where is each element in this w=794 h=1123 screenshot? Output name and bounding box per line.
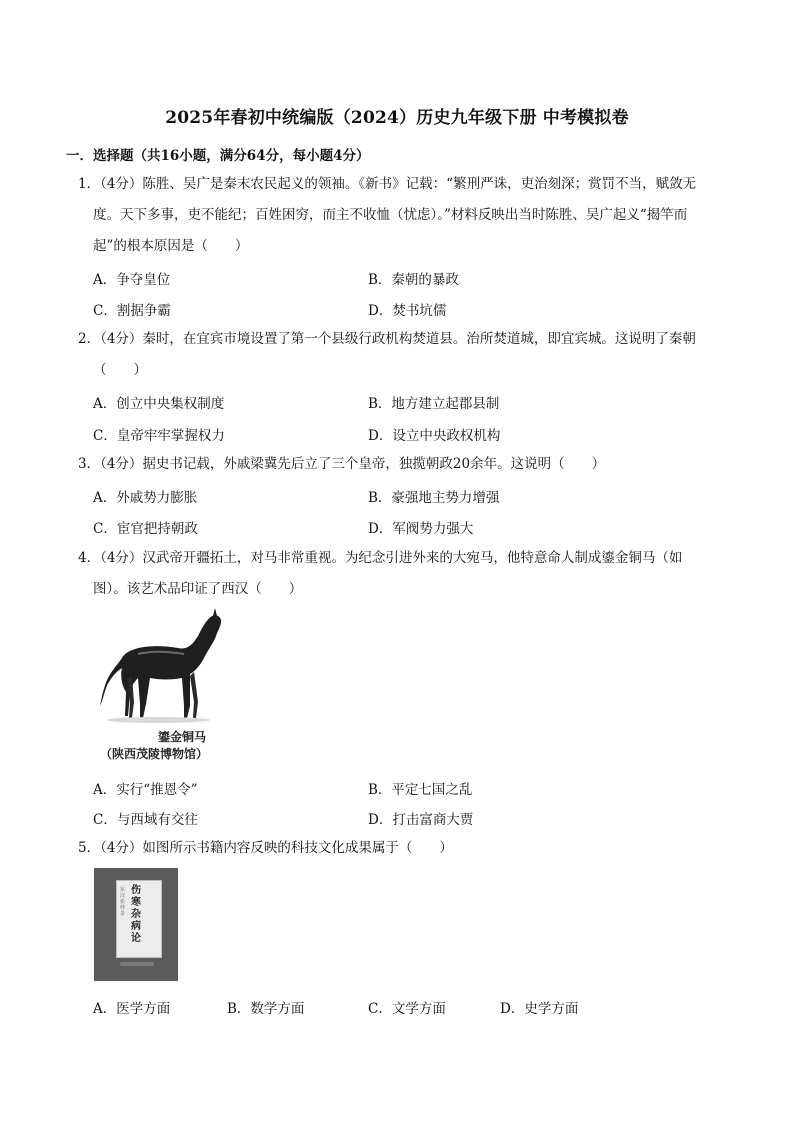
option-1c[interactable]: C．割据争霸 xyxy=(93,303,171,319)
book-title: 伤寒杂病论 xyxy=(131,885,141,944)
question-4 xyxy=(78,543,723,605)
question-4-line-2: 图）。该艺术品印证了西汉（ ） xyxy=(93,581,303,597)
question-3 xyxy=(78,449,723,480)
question-5-line-1: 5．（4分）如图所示书籍内容反映的科技文化成果属于（ ） xyxy=(78,840,453,856)
option-3d[interactable]: D．军阀势力强大 xyxy=(368,521,474,537)
question-1-line-1: 1．（4分）陈胜、吴广是秦末农民起义的领袖。《新书》记载：“繁刑严诛，吏治刻深；赏罚不当，赋敛无 xyxy=(78,176,697,192)
book-shadow xyxy=(120,962,154,966)
question-2 xyxy=(78,324,723,386)
option-5c[interactable]: C．文学方面 xyxy=(368,1001,446,1017)
question-2-line-1: 2．（4分）秦时，在宜宾市境设置了第一个县级行政机构焚道县。治所焚道城，即宜宾城。这说明了秦朝 xyxy=(78,331,696,347)
option-2c[interactable]: C．皇帝牢牢掌握权力 xyxy=(93,428,225,444)
question-2-line-2: （ ） xyxy=(93,362,147,378)
option-2a[interactable]: A．创立中央集权制度 xyxy=(93,396,225,412)
option-1a[interactable]: A．争夺皇位 xyxy=(93,272,171,288)
option-3a[interactable]: A．外戚势力膨胀 xyxy=(93,490,198,506)
bronze-horse-image xyxy=(94,606,226,726)
option-3c[interactable]: C．宦官把持朝政 xyxy=(93,521,198,537)
option-3b[interactable]: B．豪强地主势力增强 xyxy=(368,490,500,506)
horse-caption-source: （陕西茂陵博物馆） xyxy=(100,747,209,761)
book-figure xyxy=(94,868,178,981)
section-heading: 一．选择题（共16小题，满分64分，每小题4分） xyxy=(66,148,370,164)
option-4b[interactable]: B．平定七国之乱 xyxy=(368,782,473,798)
option-2d[interactable]: D．设立中央政权机构 xyxy=(368,428,501,444)
question-1-line-2: 度。天下多事，吏不能纪；百姓困穷，而主不收恤（忧虑）。”材料反映出当时陈胜、吴广起义“揭竿而 xyxy=(93,207,688,223)
question-4-line-1: 4．（4分）汉武帝开疆拓土，对马非常重视。为纪念引进外来的大宛马，他特意命人制成鎏金铜马（如 xyxy=(78,550,683,566)
question-5 xyxy=(78,833,723,864)
page-title: 2025年春初中统编版（2024）历史九年级下册 中考模拟卷 xyxy=(165,108,629,128)
question-1-line-3: 起”的根本原因是（ ） xyxy=(93,238,249,254)
book-author: 东汉张仲景 xyxy=(120,887,126,917)
option-5d[interactable]: D．史学方面 xyxy=(500,1001,579,1017)
option-4d[interactable]: D．打击富商大贾 xyxy=(368,812,474,828)
option-2b[interactable]: B．地方建立起郡县制 xyxy=(368,396,500,412)
option-1b[interactable]: B．秦朝的暴政 xyxy=(368,272,459,288)
book-cover xyxy=(116,880,162,958)
option-4c[interactable]: C．与西域有交往 xyxy=(93,812,198,828)
option-5a[interactable]: A．医学方面 xyxy=(93,1001,171,1017)
option-4a[interactable]: A．实行“推恩令” xyxy=(93,782,198,798)
option-5b[interactable]: B．数学方面 xyxy=(227,1001,305,1017)
question-1 xyxy=(78,169,723,262)
option-1d[interactable]: D．焚书坑儒 xyxy=(368,303,447,319)
horse-caption-title: 鎏金铜马 xyxy=(158,730,207,744)
question-3-line-1: 3．（4分）据史书记载，外戚梁冀先后立了三个皇帝，独揽朝政20余年。这说明（ ） xyxy=(78,456,606,472)
